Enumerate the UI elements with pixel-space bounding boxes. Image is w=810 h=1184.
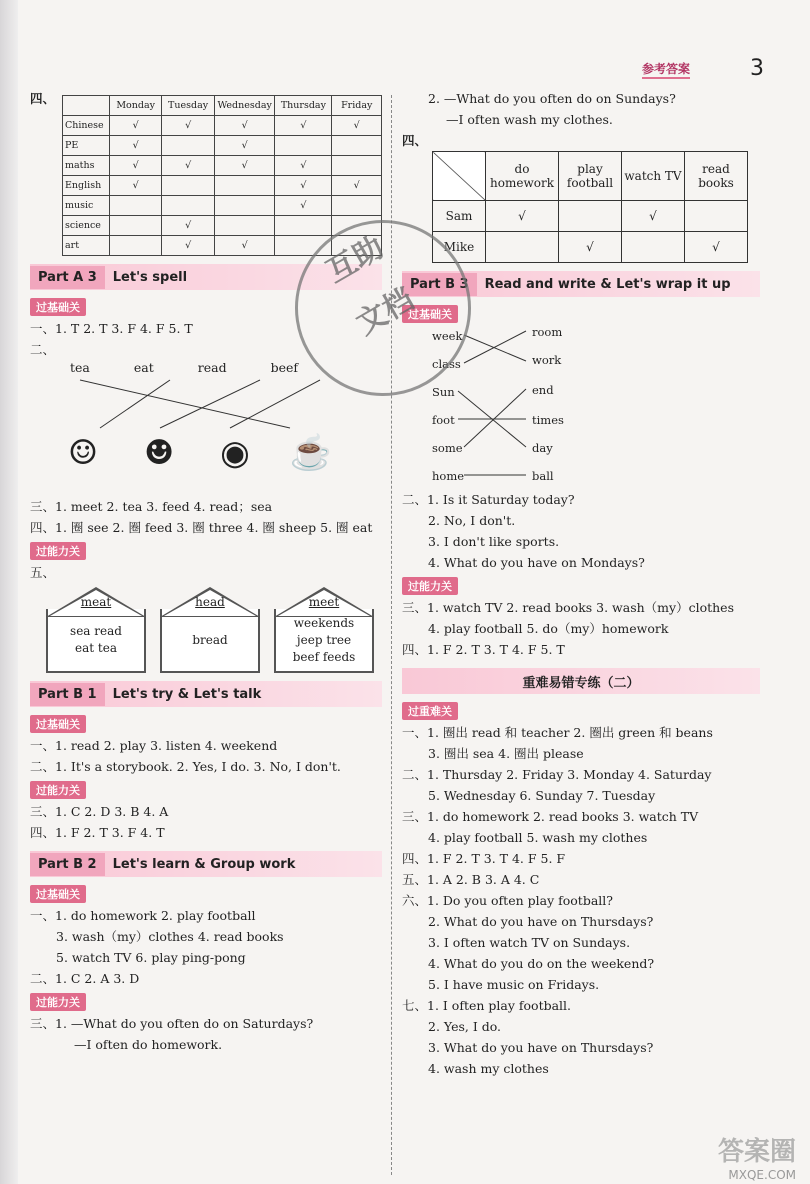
answer-line: 四、1. F 2. T 3. T 4. F 5. F xyxy=(402,851,566,866)
answer-line: 5. Wednesday 6. Sunday 7. Tuesday xyxy=(428,788,656,803)
section-band-review: 重难易错专练（二） xyxy=(402,668,760,694)
table-row: art √ √ xyxy=(63,236,382,256)
answer-line: 4. What do you do on the weekend? xyxy=(428,956,655,971)
table-row: Chinese √ √ √ √ √ xyxy=(63,116,382,136)
section-band-a3: Part A 3 Let's spell xyxy=(30,264,382,290)
level-tag: 过能力关 xyxy=(30,542,86,560)
beef-plate-icon: ◉ xyxy=(220,433,250,473)
table-row: English √ √ √ xyxy=(63,176,382,196)
level-tag: 过基础关 xyxy=(402,305,458,323)
house: head bread xyxy=(160,587,260,673)
level-tag: 过基础关 xyxy=(30,298,86,316)
answer-line: 4. play football 5. wash my clothes xyxy=(428,830,648,845)
timetable xyxy=(62,95,382,256)
answer-line: 3. What do you have on Thursdays? xyxy=(428,1040,654,1055)
answer-line: 七、1. I often play football. xyxy=(402,998,572,1013)
section-band-b3: Part B 3 Read and write & Let's wrap it up xyxy=(402,271,760,297)
answer-line: 一、1. do homework 2. play football xyxy=(30,908,256,923)
answer-line: 三、1. meet 2. tea 3. feed 4. read；sea xyxy=(30,499,273,514)
section-label: 四、 xyxy=(30,91,56,106)
answer-line: 4. wash my clothes xyxy=(428,1061,549,1076)
match-lines xyxy=(60,376,360,436)
day-header: Tuesday xyxy=(162,96,215,116)
girl-reading-icon: ☻ xyxy=(143,433,175,473)
header-title: 参考答案 xyxy=(642,60,690,79)
watermark-url: MXQE.COM xyxy=(728,1168,796,1182)
answer-line: 一、1. 圈出 read 和 teacher 2. 圈出 green 和 beans xyxy=(402,725,713,740)
answer-line: 五、1. A 2. B 3. A 4. C xyxy=(402,872,540,887)
answer-line: 5. I have music on Fridays. xyxy=(428,977,600,992)
answer-line: 2. Yes, I do. xyxy=(428,1019,502,1034)
table-row: Mike √ √ xyxy=(433,232,748,263)
word-matching: week class Sun foot some home room work end times day ball xyxy=(428,325,760,489)
answer-line: 二、1. Thursday 2. Friday 3. Monday 4. Saturday xyxy=(402,767,712,782)
section-band-b1: Part B 1 Let's try & Let's talk xyxy=(30,681,382,707)
matching-exercise: tea eat read beef ☺ ☻ ◉ ☕ xyxy=(30,360,382,456)
answer-line: 5. watch TV 6. play ping-pong xyxy=(56,950,246,965)
answer-line: 4. What do you have on Mondays? xyxy=(428,555,645,570)
table-row: PE √ √ xyxy=(63,136,382,156)
level-tag: 过能力关 xyxy=(30,781,86,799)
watermark-logo: 答案圈 xyxy=(717,1137,796,1167)
stamp-watermark-icon: 互助 文档 xyxy=(263,188,503,428)
page-number: 3 xyxy=(750,56,764,81)
answer-line: 六、1. Do you often play football? xyxy=(402,893,613,908)
section-label: 四、 xyxy=(402,133,428,148)
answer-line: 2. —What do you often do on Sundays? xyxy=(428,91,676,106)
answer-line: 3. 圈出 sea 4. 圈出 please xyxy=(428,746,584,761)
answer-line: 一、1. T 2. T 3. F 4. F 5. T xyxy=(30,321,193,336)
answer-line: 3. I don't like sports. xyxy=(428,534,560,549)
level-tag: 过重难关 xyxy=(402,702,458,720)
answer-line: 3. I often watch TV on Sundays. xyxy=(428,935,631,950)
day-header: Friday xyxy=(332,96,382,116)
answer-line: 四、1. F 2. T 3. F 4. T xyxy=(30,825,165,840)
answer-line: 四、1. F 2. T 3. T 4. F 5. T xyxy=(402,642,565,657)
day-header: Thursday xyxy=(275,96,332,116)
level-tag: 过能力关 xyxy=(402,577,458,595)
answer-line: 3. wash（my）clothes 4. read books xyxy=(56,929,284,944)
teacup-icon: ☕ xyxy=(289,433,333,473)
answer-line: 五、 xyxy=(30,565,56,580)
level-tag: 过基础关 xyxy=(30,715,86,733)
answer-line: 2. What do you have on Thursdays? xyxy=(428,914,654,929)
answer-line: 二、1. C 2. A 3. D xyxy=(30,971,140,986)
word-houses xyxy=(46,587,382,673)
answer-line: 一、1. read 2. play 3. listen 4. weekend xyxy=(30,738,278,753)
answer-line: 三、1. —What do you often do on Saturdays? xyxy=(30,1016,314,1031)
section-band-b2: Part B 2 Let's learn & Group work xyxy=(30,851,382,877)
table-row: science √ xyxy=(63,216,382,236)
right-column xyxy=(402,88,760,1079)
answer-line: 4. play football 5. do（my）homework xyxy=(428,621,669,636)
day-header: Wednesday xyxy=(214,96,274,116)
answer-line: 2. No, I don't. xyxy=(428,513,516,528)
answer-line: 二、1. It's a storybook. 2. Yes, I do. 3. No, I don't. xyxy=(30,759,341,774)
answer-line: 四、1. 圈 see 2. 圈 feed 3. 圈 three 4. 圈 sheep 5. 圈 eat xyxy=(30,520,373,535)
table-row: Sam √ √ xyxy=(433,201,748,232)
house: meet weekends jeep tree beef feeds xyxy=(274,587,374,673)
level-tag: 过基础关 xyxy=(30,885,86,903)
level-tag: 过能力关 xyxy=(30,993,86,1011)
hobby-table: do homework play football watch TV read books Sam √ √ Mike √ √ xyxy=(432,151,748,263)
boy-eating-icon: ☺ xyxy=(67,433,99,473)
house: meat sea read eat tea xyxy=(46,587,146,673)
answer-line: 三、1. do homework 2. read books 3. watch TV xyxy=(402,809,699,824)
answer-line: 三、1. C 2. D 3. B 4. A xyxy=(30,804,169,819)
answer-line: —I often do homework. xyxy=(74,1037,223,1052)
table-row: music √ xyxy=(63,196,382,216)
book-spine xyxy=(0,0,18,1184)
answer-line: —I often wash my clothes. xyxy=(446,112,613,127)
answer-line: 三、1. watch TV 2. read books 3. wash（my）clothes xyxy=(402,600,734,615)
day-header: Monday xyxy=(110,96,162,116)
table-row: maths √ √ √ √ xyxy=(63,156,382,176)
answer-line: 二、 xyxy=(30,342,56,357)
left-column xyxy=(30,88,382,1055)
answer-line: 二、1. Is it Saturday today? xyxy=(402,492,575,507)
